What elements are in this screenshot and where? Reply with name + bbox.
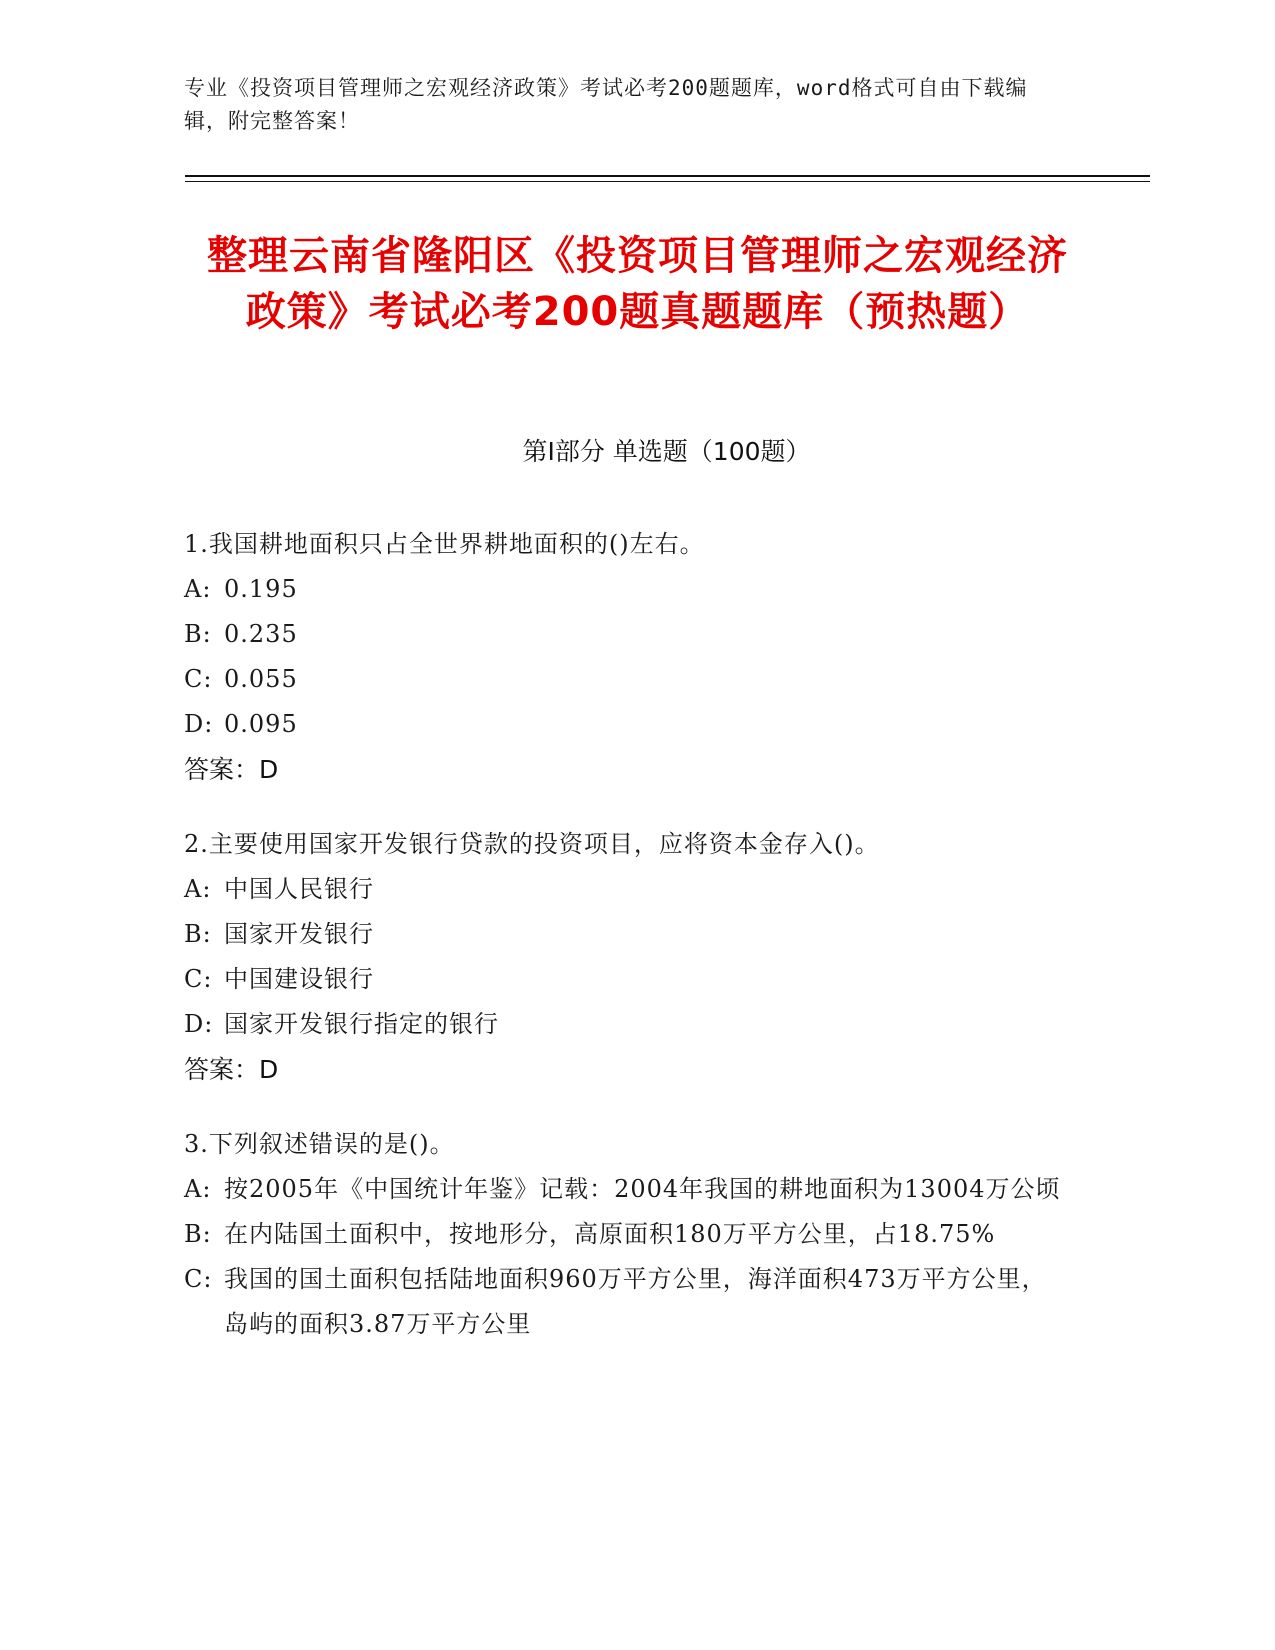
- option-letter: B:: [184, 920, 212, 948]
- question-stem: 3.下列叙述错误的是()。: [184, 1130, 455, 1158]
- option-text: 我国的国土面积包括陆地面积960万平方公里，海洋面积473万平方公里，岛屿的面积3.87万平方公里: [224, 1265, 1047, 1338]
- option-c: [184, 657, 1064, 702]
- option-c: [184, 1257, 1064, 1347]
- question-item: [184, 522, 1064, 792]
- option-letter: B:: [184, 620, 212, 648]
- option-b: [184, 912, 1064, 957]
- question-list: [184, 522, 1064, 1377]
- option-d: [184, 1002, 1064, 1047]
- question-stem: 1.我国耕地面积只占全世界耕地面积的()左右。: [184, 530, 705, 558]
- answer-line: 答案：D: [184, 1055, 279, 1084]
- option-text: 0.055: [224, 665, 298, 693]
- option-letter: A:: [184, 575, 212, 603]
- option-c: [184, 957, 1064, 1002]
- option-text: 按2005年《中国统计年鉴》记载：2004年我国的耕地面积为13004万公顷: [224, 1175, 1061, 1203]
- option-letter: C:: [184, 665, 213, 693]
- option-d: [184, 702, 1064, 747]
- question-stem: 2.主要使用国家开发银行贷款的投资项目，应将资本金存入()。: [184, 830, 880, 858]
- option-text: 国家开发银行: [224, 920, 374, 948]
- option-text: 0.235: [224, 620, 298, 648]
- question-item: [184, 1122, 1064, 1347]
- option-b: [184, 612, 1064, 657]
- header-rule-thick: [185, 175, 1150, 177]
- option-a: [184, 867, 1064, 912]
- answer-line: 答案：D: [184, 755, 279, 784]
- question-item: [184, 822, 1064, 1092]
- option-letter: C:: [184, 1265, 213, 1293]
- option-letter: B:: [184, 1220, 212, 1248]
- option-letter: D:: [184, 1010, 214, 1038]
- document-title: 整理云南省隆阳区《投资项目管理师之宏观经济政策》考试必考200题真题题库（预热题）: [207, 233, 1068, 335]
- option-letter: A:: [184, 1175, 212, 1203]
- option-a: [184, 1167, 1064, 1212]
- section-heading: 第Ⅰ部分 单选题（100题）: [522, 437, 811, 466]
- option-letter: A:: [184, 875, 212, 903]
- option-b: [184, 1212, 1064, 1257]
- option-text: 中国人民银行: [224, 875, 374, 903]
- option-text: 0.195: [224, 575, 298, 603]
- option-text: 中国建设银行: [224, 965, 374, 993]
- option-text: 在内陆国土面积中，按地形分，高原面积180万平方公里，占18.75%: [224, 1220, 996, 1248]
- option-a: [184, 567, 1064, 612]
- option-letter: D:: [184, 710, 214, 738]
- option-text: 0.095: [224, 710, 298, 738]
- header-note: 专业《投资项目管理师之宏观经济政策》考试必考200题题库，word格式可自由下载编辑，附完整答案！: [184, 76, 1028, 133]
- option-text: 国家开发银行指定的银行: [224, 1010, 499, 1038]
- header-rule-thin: [185, 181, 1150, 182]
- option-letter: C:: [184, 965, 213, 993]
